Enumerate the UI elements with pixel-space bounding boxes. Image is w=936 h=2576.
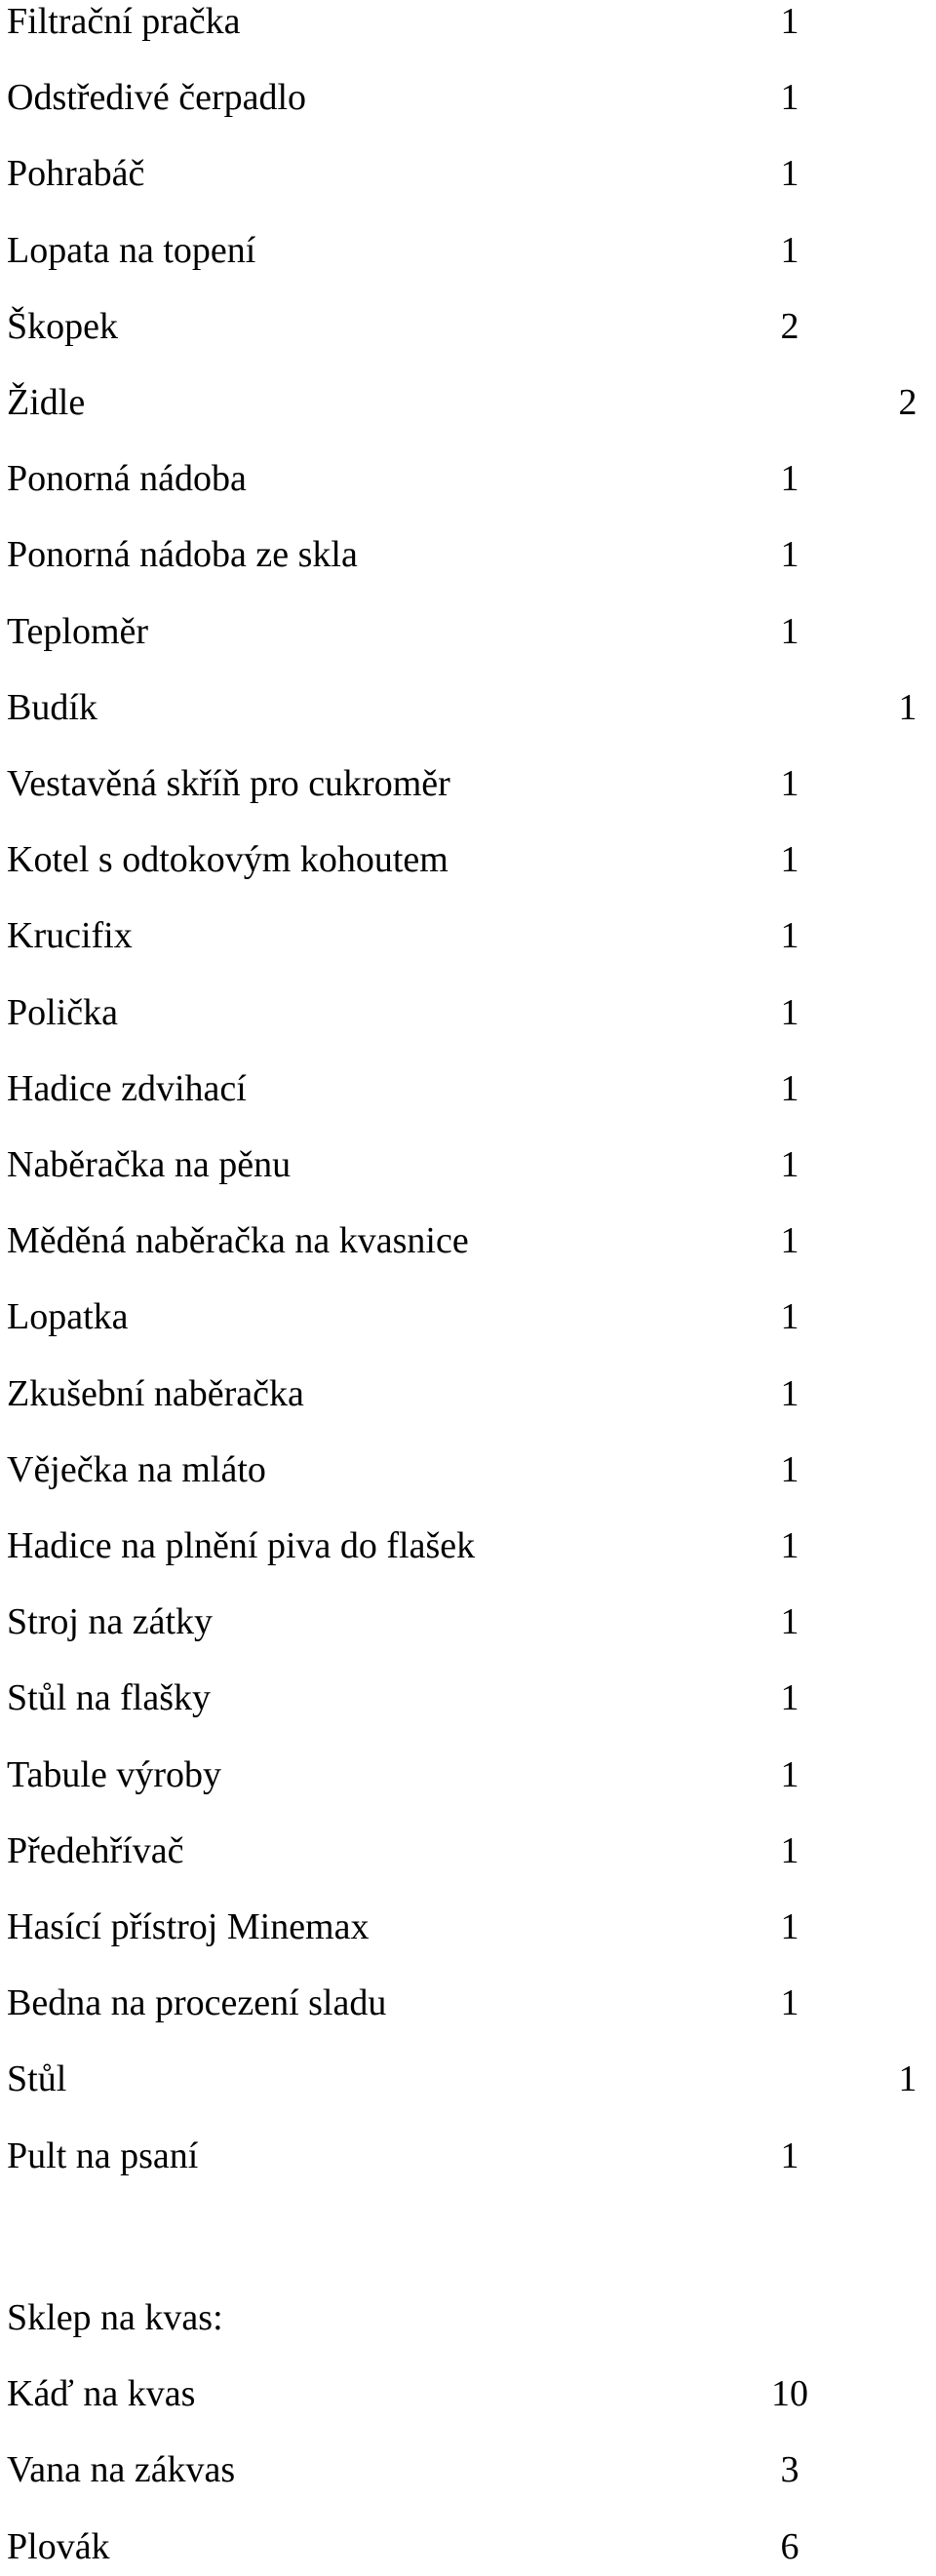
inventory-row xyxy=(0,2050,936,2108)
inventory-row xyxy=(0,1822,936,1880)
item-quantity: 1 xyxy=(780,1982,800,2024)
inventory-row xyxy=(0,1669,936,1727)
item-name: Stroj na zátky xyxy=(7,1601,214,1643)
item-quantity: 1 xyxy=(780,153,800,195)
item-name: Lopatka xyxy=(7,1296,129,1338)
item-quantity: 1 xyxy=(780,1448,800,1490)
item-quantity: 1 xyxy=(780,991,800,1033)
inventory-row xyxy=(0,1441,936,1499)
item-name: Pult na psaní xyxy=(7,2134,199,2176)
item-name: Ponorná nádoba xyxy=(7,458,247,500)
item-name: Tabule výroby xyxy=(7,1753,222,1795)
inventory-row xyxy=(0,1211,936,1270)
item-quantity: 1 xyxy=(780,229,800,271)
item-quantity: 1 xyxy=(780,1677,800,1719)
item-quantity: 1 xyxy=(780,1753,800,1795)
item-quantity: 1 xyxy=(780,1372,800,1414)
item-quantity: 1 xyxy=(780,1525,800,1566)
item-quantity: 2 xyxy=(898,382,917,423)
item-name: Hadice zdvihací xyxy=(7,1067,247,1109)
item-name: Vana na zákvas xyxy=(7,2449,236,2491)
inventory-row xyxy=(0,602,936,661)
item-quantity: 10 xyxy=(771,2373,808,2415)
item-quantity: 1 xyxy=(780,763,800,804)
inventory-row xyxy=(0,221,936,280)
item-name: Bedna na procezení sladu xyxy=(7,1982,387,2024)
item-name: Kotel s odtokovým kohoutem xyxy=(7,839,448,881)
item-quantity: 1 xyxy=(898,2058,917,2100)
item-quantity: 1 xyxy=(780,2134,800,2176)
inventory-row xyxy=(0,68,936,127)
item-quantity: 1 xyxy=(780,1067,800,1109)
inventory-row xyxy=(0,830,936,889)
item-quantity: 1 xyxy=(780,915,800,957)
inventory-row xyxy=(0,2441,936,2499)
inventory-row xyxy=(0,1593,936,1651)
item-name: Židle xyxy=(7,382,86,423)
item-quantity: 1 xyxy=(780,1,800,42)
inventory-row xyxy=(0,1898,936,1956)
item-quantity: 1 xyxy=(780,77,800,119)
item-name: Budík xyxy=(7,686,98,728)
inventory-row xyxy=(0,1365,936,1423)
section-heading-sklep-na-kvas: Sklep na kvas: xyxy=(7,2297,223,2338)
item-name: Stůl xyxy=(7,2058,67,2100)
item-name: Zkušební naběračka xyxy=(7,1372,304,1414)
item-quantity: 6 xyxy=(780,2525,800,2567)
item-quantity: 1 xyxy=(780,458,800,500)
inventory-row xyxy=(0,1517,936,1575)
item-name: Filtrační pračka xyxy=(7,1,241,42)
item-quantity: 1 xyxy=(780,1906,800,1947)
inventory-row xyxy=(0,2365,936,2423)
item-name: Škopek xyxy=(7,305,118,347)
item-name: Krucifix xyxy=(7,915,133,957)
item-quantity: 1 xyxy=(780,610,800,652)
inventory-row xyxy=(0,1135,936,1194)
item-quantity: 1 xyxy=(780,1296,800,1338)
inventory-row xyxy=(0,144,936,203)
inventory-row xyxy=(0,525,936,584)
inventory-row xyxy=(0,2127,936,2185)
inventory-row xyxy=(0,1288,936,1346)
item-name: Naběračka na pěnu xyxy=(7,1144,292,1185)
inventory-row xyxy=(0,983,936,1042)
item-name: Ponorná nádoba ze skla xyxy=(7,534,358,576)
inventory-row xyxy=(0,1746,936,1804)
inventory-row xyxy=(0,449,936,508)
item-name: Vestavěná skříň pro cukroměr xyxy=(7,763,450,804)
item-name: Pohrabáč xyxy=(7,153,145,195)
item-name: Lopata na topení xyxy=(7,229,256,271)
item-quantity: 1 xyxy=(780,839,800,881)
item-name: Předehřívač xyxy=(7,1829,184,1871)
inventory-row xyxy=(0,906,936,965)
item-quantity: 2 xyxy=(780,305,800,347)
item-quantity: 1 xyxy=(780,1220,800,1262)
item-name: Stůl na flašky xyxy=(7,1677,211,1719)
item-quantity: 1 xyxy=(780,1144,800,1185)
item-quantity: 1 xyxy=(780,1601,800,1643)
item-name: Plovák xyxy=(7,2525,110,2567)
inventory-row xyxy=(0,297,936,356)
item-quantity: 1 xyxy=(780,534,800,576)
inventory-row xyxy=(0,1059,936,1118)
item-name: Odstředivé čerpadlo xyxy=(7,77,307,119)
item-quantity: 1 xyxy=(898,686,917,728)
item-name: Hadice na plnění piva do flašek xyxy=(7,1525,476,1566)
item-name: Polička xyxy=(7,991,118,1033)
item-name: Hasící přístroj Minemax xyxy=(7,1906,370,1947)
item-name: Měděná naběračka na kvasnice xyxy=(7,1220,469,1262)
item-name: Věječka na mláto xyxy=(7,1448,266,1490)
inventory-row xyxy=(0,1974,936,2032)
item-quantity: 1 xyxy=(780,1829,800,1871)
inventory-row xyxy=(0,0,936,51)
inventory-row xyxy=(0,2518,936,2576)
item-name: Teploměr xyxy=(7,610,149,652)
inventory-row xyxy=(0,754,936,813)
inventory-row xyxy=(0,373,936,432)
item-quantity: 3 xyxy=(780,2449,800,2491)
item-name: Káď na kvas xyxy=(7,2373,196,2415)
inventory-row xyxy=(0,678,936,737)
